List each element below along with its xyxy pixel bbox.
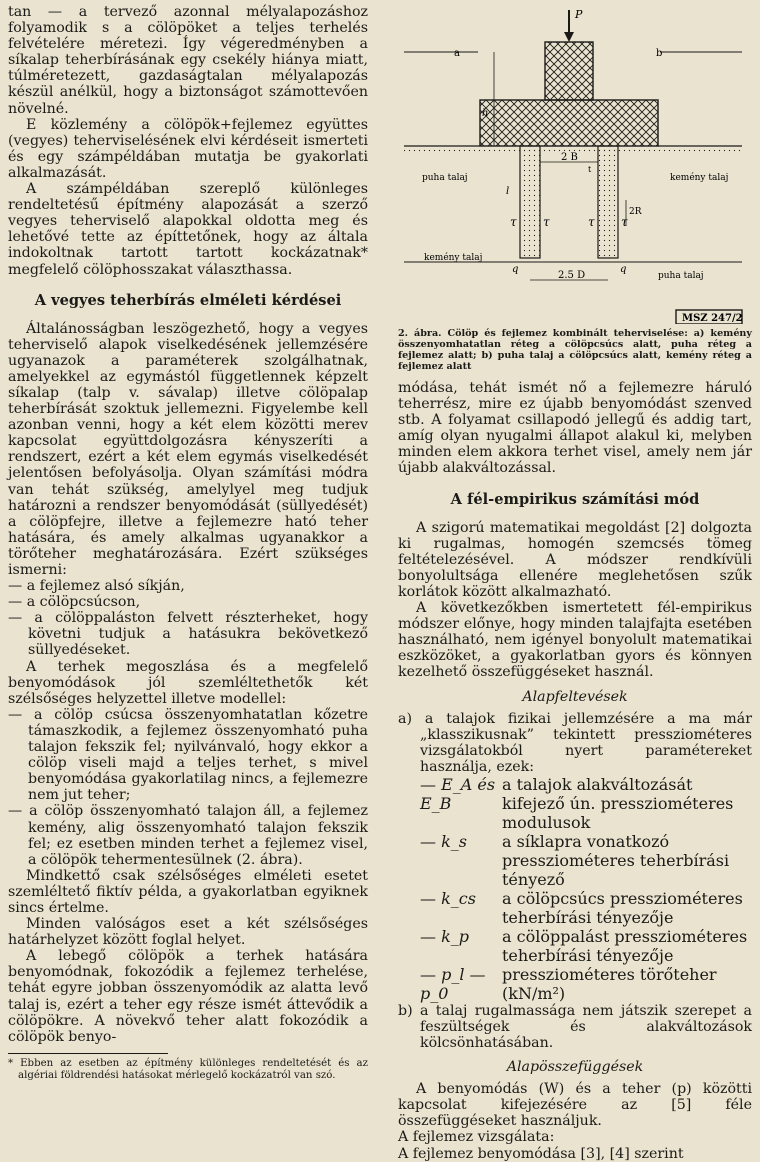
list-item: — a cölöp csúcsa összenyomhatatlan kőzetre támaszkodik, a fejlemez összenyomható puha talajon fekszik fel; nyilvánvaló, hogy ekkor a cölöp viseli majd a teljes terhet, s mivel benyomódása gyakorlatilag nincs, a fejlemezre nem jut teher; [8,706,368,804]
left-column [8,4,368,1082]
list-item: — a fejlemez alsó síkján, [8,578,185,595]
arrow-head-icon [564,32,574,42]
tip-pressure-label: q [512,264,519,275]
param-desc: a síklapra vonatkozó pressziométeres teherbírási tényező [502,831,730,889]
list-item: — a cölöpcsúcson, [8,594,141,611]
paragraph: Általánosságban leszögezhető, hogy a vegyes teherviselő alapok viselkedésének jellemzésére ugyanazok a paraméterek szolgálhatnak, amelyekkel az egymástól függetlennek képzelt síkalap (talp v. sávalap) illetve cölöpalap teherbírását szoktuk jellemezni. Figyelembe kell azonban venni, hogy a két elem közötti merev kapcsolat együttdolgozásra kényszeríti a rendszert, ezért a két elem egymás viselkedését jelentősen befolyásolja. Olyan számítási módra van tehát szükség, amelylyel meg tudjuk határozni a rendszer benyomódását (süllyedését) a cölöpfejre, illetve a fejlemezre ható teher hatására, és amely alkalmas ugyanakkor a törőteher meghatározására. Ezért szükséges ismerni: [8,320,368,578]
shear-label: τ [588,215,595,229]
shear-label: τ [510,215,517,229]
footnote-rule [8,1053,168,1054]
spacing-label: 2.5 D [558,270,586,281]
load-label: P [575,8,583,21]
param-row [420,965,752,1003]
param-row [420,927,752,965]
figure-caption: 2. ábra. Cölöp és fejlemez kombinált teherviselése: a) kemény összenyomhatatlan réteg a cölöpcsúcs alatt, puha réteg a fejlemez alatt; b) puha talaj a cölöpcsúcs alatt, kemény réteg a fejlemez alatt [398,328,752,372]
paragraph: A benyomódás (W) és a teher (p) közötti kapcsolat kifejezésére az [5] féle összefüggéseket használjuk. [398,1081,752,1130]
param-symbol: — E_A és E_B [420,774,496,813]
paragraph: tan — a tervező azonnal mélyalapozáshoz folyamodik s a cölöpöket a teljes terhelés felvételére méretezi. Így végeredményben a síkalap teherbírásának egy csekély hiánya miatt, túlméretezett, gazdaságtalan mélyalapozás készül anélkül, hogy a biztonságot számottevően növelné. [8,4,368,117]
soil-label: kemény talaj [424,253,483,263]
paragraph: A szigorú matematikai megoldást [2] dolgozta ki rugalmas, homogén szemcsés tömeg feltételezésével. A módszer rendkívüli bonyolultsága ellenére meglehetősen szűk korlátok között alkalmazható. [398,519,752,600]
param-desc: a cölöppalást pressziométeres teherbírási tényezője [502,926,748,965]
param-row [420,832,752,889]
depth-label-h: h [482,108,489,119]
right-column [398,4,752,1162]
paragraph: Mindkettő csak szélsőséges elméleti esetet szemléltető fiktív példa, a gyakorlatban egyiknek sincs értelme. [8,867,368,916]
soil-label: kemény talaj [670,173,729,183]
pile-left [520,146,540,258]
figure-pile-raft-diagram [398,4,752,324]
b-sub-label: t [588,165,592,174]
paragraph: A következőkben ismertetett fél-empirikus módszer előnye, hogy minden talajfajta esetében használható, nem igényel bonyolult matematikai eszközöket, a gyakorlatban gyors és könnyen kezelhető összefüggéseket használ. [398,600,752,681]
param-row [420,889,752,927]
param-desc: a talajok alakváltozását kifejező ún. pressziométeres modulusok [502,774,734,832]
column [545,42,593,100]
paragraph: A számpéldában szereplő különleges rendeltetésű építmény alapozását a szerző vegyes teherviselő alapokkal oldotta meg és lehetővé tette az építtetőnek, hogy az általa indokoltnak tartott tartott kockázatnak* megfelelő cölöphosszakat választhassa. [8,181,368,278]
param-symbol: — k_p [420,926,470,946]
paragraph: A fejlemez benyomódása [3], [4] szerint [398,1145,684,1162]
param-row [420,775,752,832]
param-desc: a cölöpcsúcs pressziométeres teherbírási tényezője [502,888,743,927]
list-item: — a cölöp összenyomható talajon áll, a fejlemez kemény, alig összenyomható talajon fekszik fel; ez esetben minden terhet a fejlemez visel, a cölöpök tehermentesülnek (2. ábra). [8,803,368,868]
param-symbol: — k_s [420,831,467,851]
region-label-b: b [656,48,663,59]
section-heading: A fél-empirikus számítási mód [450,490,700,508]
subheading: Alapfeltevések [522,688,628,705]
radius-label: 2R [629,207,642,217]
region-label-a: a [454,48,460,59]
soil-label: puha talaj [422,173,468,183]
paragraph: módása, tehát ismét nő a fejlemezre háruló teherrész, mire ez újabb benyomódást szenved stb. A folyamat csillapodó jellegű és addig tart, amíg olyan nyugalmi állapot alakul ki, melyben minden elem akkora terhet visel, amely nem jár újabb alakváltozással. [398,380,752,477]
raft-slab [480,100,658,146]
footnote: * Ebben az esetben az építmény különleges rendeltetését és az algériai földrendési hatásokat mérlegelő kockázatról van szó. [8,1057,368,1081]
tip-pressure-label: q [620,264,627,275]
paragraph: Minden valóságos eset a két szélsőséges határhelyzet között foglal helyet. [8,916,368,949]
param-symbol: — k_cs [420,888,476,908]
param-symbol: — p_l — p_0 [420,964,486,1003]
stamp-text: MSZ 247/2 [682,313,743,324]
assumption-item: a) a talajok fizikai jellemzésére a ma már „klasszikusnak” tekintett pressziométeres vizsgálatokból nyert paramétereket használja, ezek: [398,710,752,775]
width-label: 2 B [561,152,578,163]
pile-right [598,146,618,258]
paragraph: E közlemény a cölöpök+fejlemez együttes (vegyes) teherviselésének elvi kérdéseit ismerteti és egy számpéldában mutatja be gyakorlati alkalmazását. [8,116,368,181]
subheading: Alapösszefüggések [506,1059,644,1076]
section-heading: A vegyes teherbírás elméleti kérdései [34,291,342,309]
pile-length-label: l [506,186,510,197]
paragraph: A lebegő cölöpök a terhek hatására benyomódnak, fokozódik a fejlemez terhelése, tehát egyre jobban összenyomódik az alatta levő talaj is, ezért a teher egy része ismét áttevődik a cölöpökre. A növekvő teher alatt fokozódik a cölöpök benyo- [8,948,368,1045]
soil-label: puha talaj [658,271,704,281]
assumption-item: b) a talaj rugalmassága nem játszik szerepet a feszültségek és alakváltozások kölcsönhatásában. [398,1002,752,1052]
paragraph: A terhek megoszlása és a megfelelő benyomódások jól szemléltethetők két szélsőséges helyzettel illetve modellel: [8,658,368,707]
list-item: — a cölöppaláston felvett részterheket, hogy követni tudjuk a hatásukra bekövetkező süllyedéseket. [8,610,368,659]
pile-raft-diagram [398,4,752,324]
shear-label: τ [543,215,550,229]
param-desc: pressziométeres törőteher (kN/m²) [502,964,717,1003]
paragraph: A fejlemez vizsgálata: [398,1129,555,1146]
shear-label: τ [621,215,628,229]
